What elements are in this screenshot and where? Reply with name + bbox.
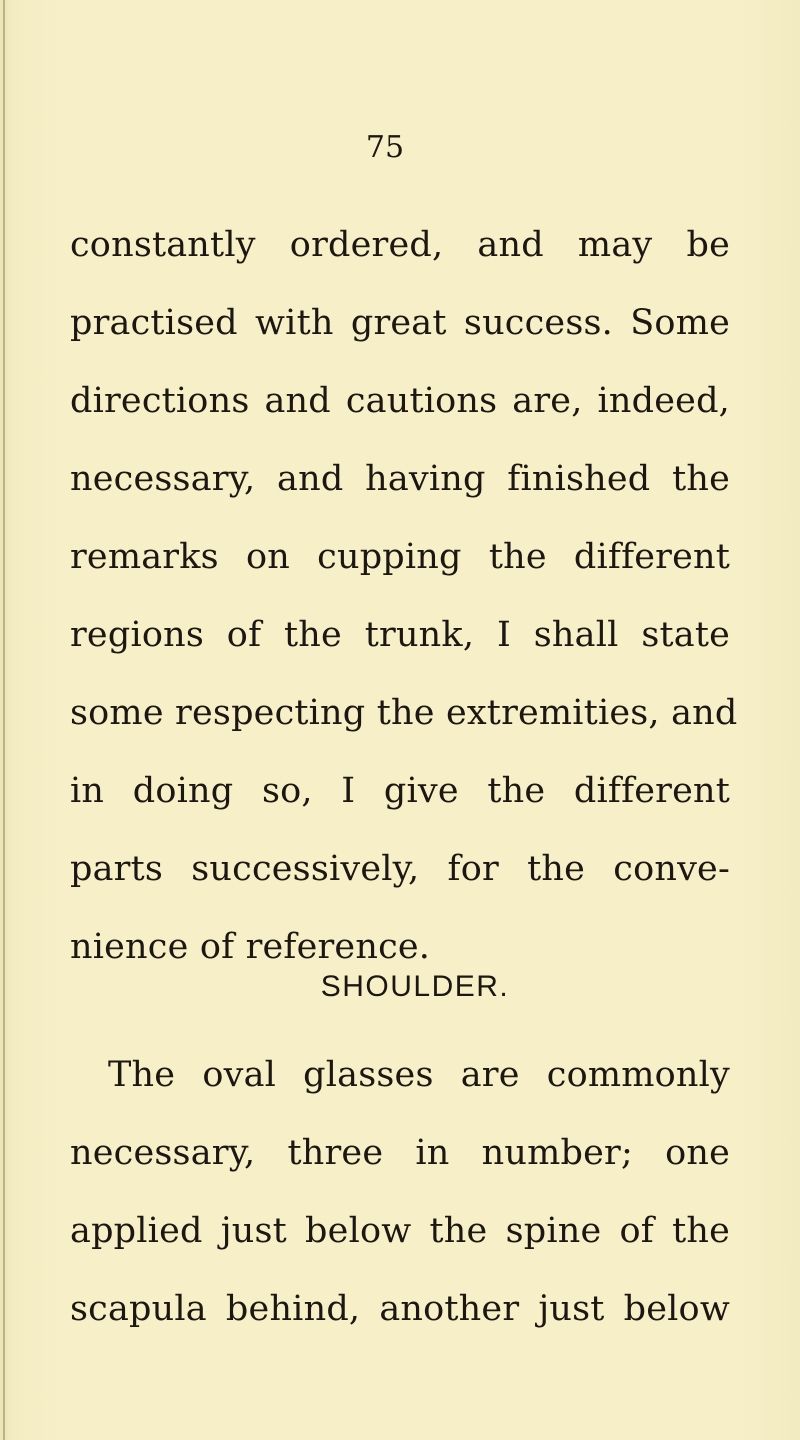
paragraph-2 xyxy=(70,1036,730,1348)
text-line: regions of the trunk, I shall state xyxy=(70,615,730,655)
text-line: necessary, and having finished the xyxy=(70,459,730,499)
text-line: applied just below the spine of the xyxy=(70,1211,730,1251)
text-line: nience of reference. xyxy=(70,927,431,967)
page-edge xyxy=(3,0,5,1440)
text-line: practised with great success. Some xyxy=(70,303,730,343)
text-line: scapula behind, another just below xyxy=(70,1289,730,1329)
text-line: constantly ordered, and may be xyxy=(70,225,730,265)
text-line: remarks on cupping the different xyxy=(70,537,730,577)
paragraph-1 xyxy=(70,206,738,986)
text-line: in doing so, I give the different xyxy=(70,771,730,811)
text-line: directions and cautions are, indeed, xyxy=(70,381,730,421)
text-line: The oval glasses are commonly xyxy=(108,1055,730,1095)
section-heading: SHOULDER. xyxy=(320,970,510,1003)
text-line: necessary, three in number; one xyxy=(70,1133,730,1173)
text-line: parts successively, for the conve- xyxy=(70,849,730,889)
page-number: 75 xyxy=(365,130,405,165)
text-line: some respecting the extremities, and xyxy=(70,693,738,733)
